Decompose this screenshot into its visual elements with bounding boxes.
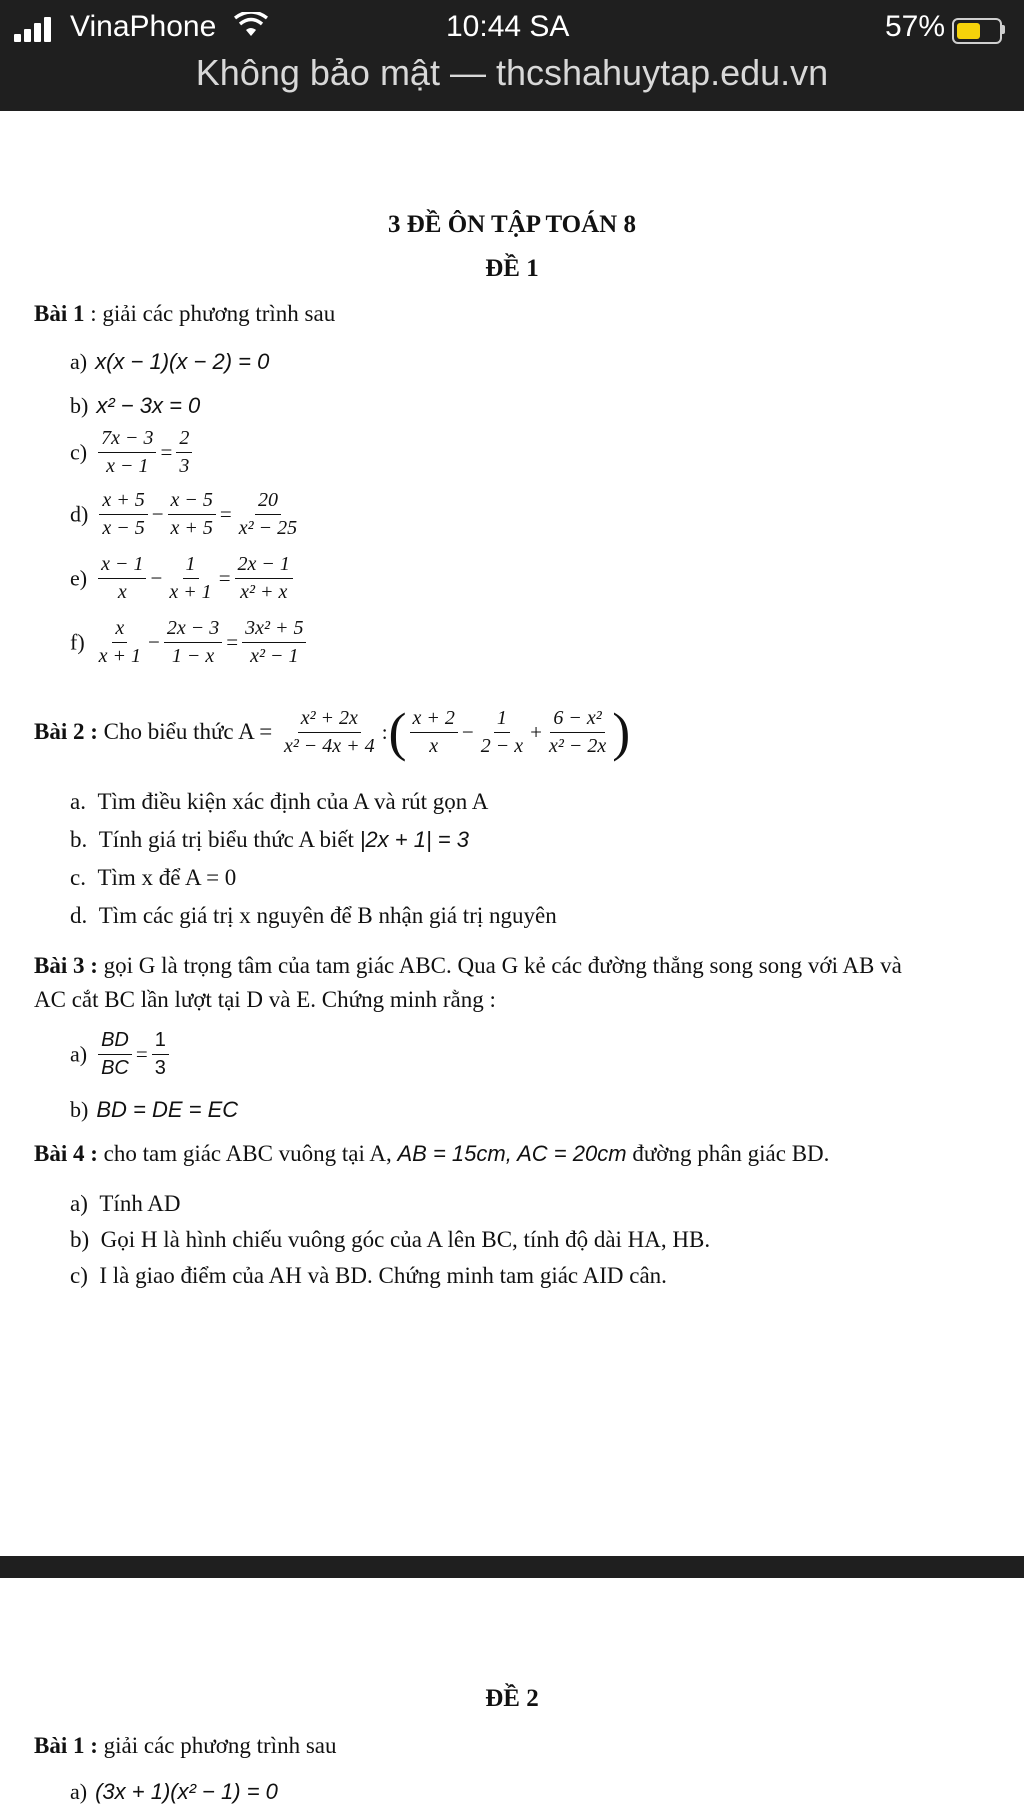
bai2-item-a: a. Tìm điều kiện xác định của A và rút gọn A <box>70 789 489 814</box>
clock-time: 10:44 SA <box>446 10 570 43</box>
equation-a: x(x − 1)(x − 2) = 0 <box>95 349 270 374</box>
carrier-name: VinaPhone <box>70 10 217 43</box>
bai1-heading: Bài 1 : giải các phương trình sau <box>34 301 336 326</box>
page-separator <box>0 1556 1024 1578</box>
bai3-line1: Bài 3 : gọi G là trọng tâm của tam giác ABC. Qua G kẻ các đường thẳng song song với AB và <box>34 953 902 978</box>
browser-top-bar <box>0 0 1024 111</box>
bai4-heading: Bài 4 : cho tam giác ABC vuông tại A, AB = 15cm, AC = 20cm đường phân giác BD. <box>34 1141 830 1166</box>
exam-1-heading: ĐỀ 1 <box>485 255 539 282</box>
bai1-item-f: f) $\frac{x}{x + 1}$ − $\frac{2x - 3}{1 - x}$ = $\frac{\text{3x² + 5}}{\text{x² − 1}}$ <box>70 617 309 668</box>
bai1-item-b: b) x² − 3x = 0 <box>70 393 201 418</box>
bai2-item-d: d. Tìm các giá trị x nguyên để B nhận giá trị nguyên <box>70 903 557 928</box>
bai3-item-b: b) BD = DE = EC <box>70 1097 239 1122</box>
document-title: 3 ĐỀ ÔN TẬP TOÁN 8 <box>388 211 636 238</box>
bai4-item-a: a) Tính AD <box>70 1191 181 1216</box>
bai4-item-b: b) Gọi H là hình chiếu vuông góc của A lên BC, tính độ dài HA, HB. <box>70 1227 711 1252</box>
bai3-item-a: a) $\frac{BD}{BC}$ = $\frac{1}{3}$ <box>70 1029 172 1080</box>
battery-icon <box>952 18 1002 44</box>
bai1-item-d: d) $\frac{x + 5}{x - 5}$ − $\frac{x - 5}{x + 5}$ = $\frac{20}{\text{x² − 25}}$ <box>70 489 298 539</box>
bai1-item-e: e) $\frac{x - 1}{x}$ − $\frac{1}{x + 1}$ = $\frac{2x - 1}{\text{x² + x}}$ <box>70 553 296 604</box>
bai2-item-c: c. Tìm x để A = 0 <box>70 865 237 890</box>
exam-2-heading: ĐỀ 2 <box>485 1685 539 1712</box>
bai2-item-b: b. Tính giá trị biểu thức A biết |2x + 1| = 3 <box>70 827 469 852</box>
de2-bai1-heading: Bài 1 : giải các phương trình sau <box>34 1733 337 1758</box>
battery-level-fill <box>957 23 980 39</box>
bai1-item-a: a) x(x − 1)(x − 2) = 0 <box>70 349 270 374</box>
bai3-line2: AC cắt BC lần lượt tại D và E. Chứng minh rằng : <box>34 987 496 1012</box>
battery-percent: 57% <box>885 10 946 43</box>
battery-tip <box>1002 25 1005 34</box>
bai2-heading: Bài 2 : Cho biểu thức A = $\frac{\text{x² + 2x}}{\text{x² − 4x + 4}}$ :( $\frac{x + 2}{x}$ − $\frac{1}{2 - x}$ + $\frac{\text{6 − x²}}{\text{x² − 2x}}$ ) <box>34 702 631 762</box>
equation-b: x² − 3x = 0 <box>96 393 201 418</box>
bai1-item-c: c) $\frac{7x - 3}{x - 1}$ = $\frac{2}{3}$ <box>70 427 195 478</box>
wifi-icon <box>234 12 268 45</box>
fraction: $\frac{2}{3}$ <box>176 427 192 478</box>
url-bar[interactable]: Không bảo mật — thcshahuytap.edu.vn <box>195 52 829 93</box>
de2-bai1-item-a: a) (3x + 1)(x² − 1) = 0 <box>70 1779 278 1804</box>
fraction: $\frac{7x - 3}{x - 1}$ <box>98 427 156 478</box>
bai4-item-c: c) I là giao điểm của AH và BD. Chứng minh tam giác AID cân. <box>70 1263 667 1288</box>
status-bar <box>0 8 1024 48</box>
